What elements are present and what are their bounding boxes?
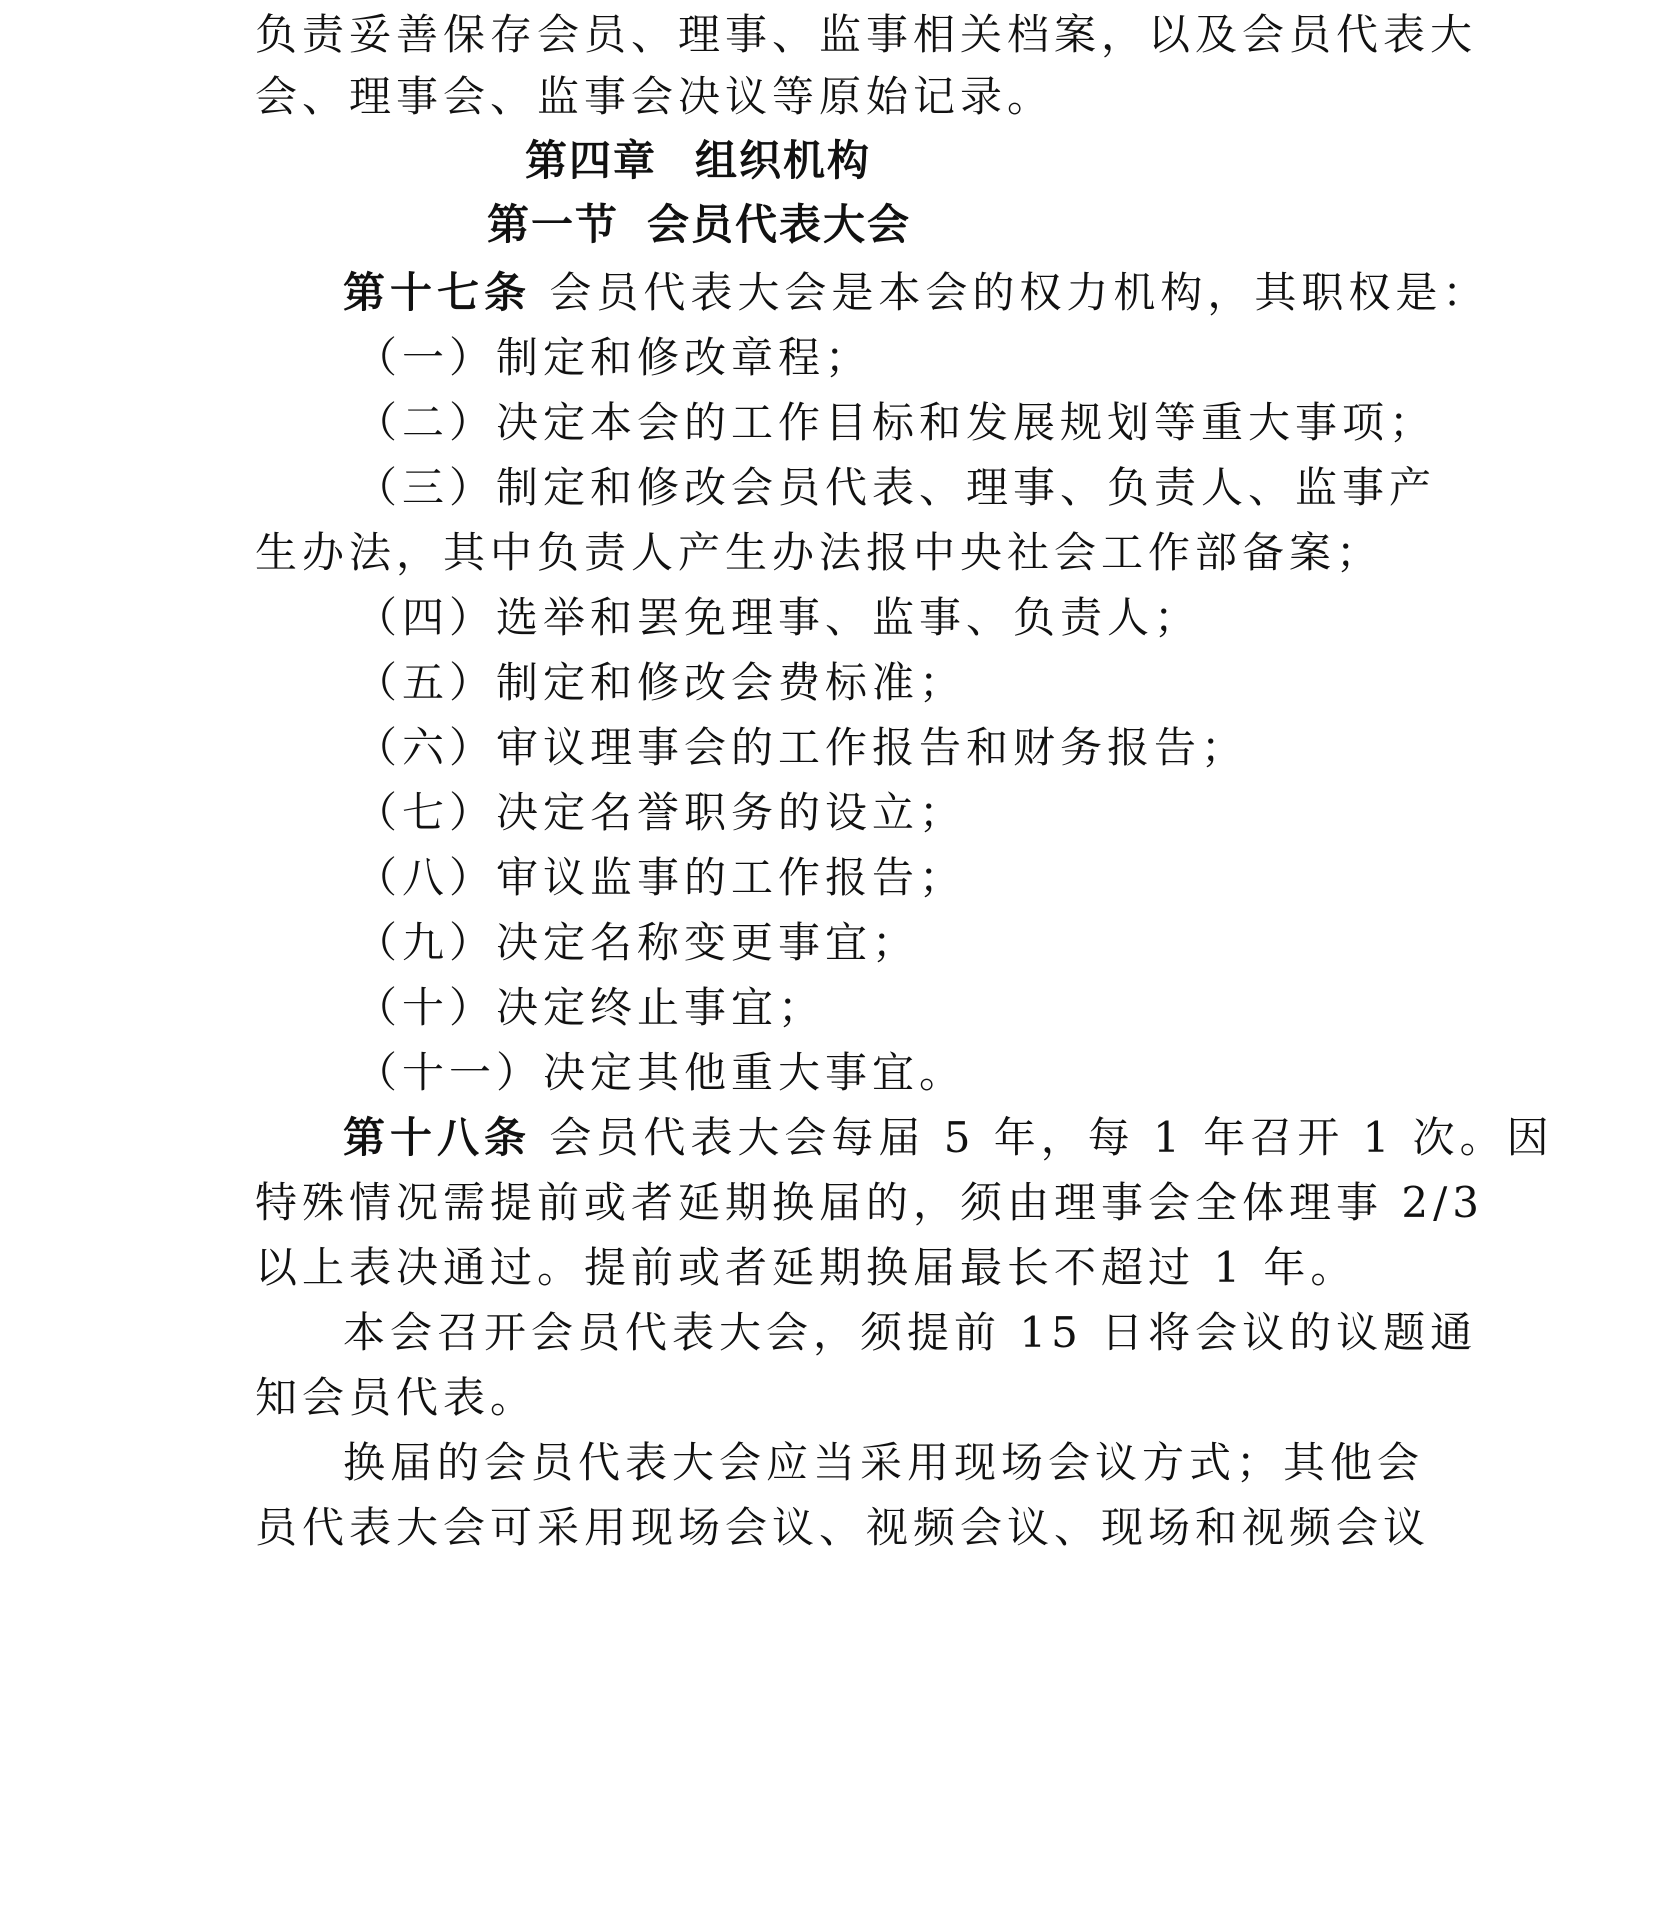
article-17-item-5: （五）制定和修改会费标准； [355,658,967,707]
article-17-item-4: （四）选举和罢免理事、监事、负责人； [355,593,1202,642]
article-17-item-1: （一）制定和修改章程； [355,333,873,382]
article-17-item-10: （十）决定终止事宜； [355,983,826,1032]
article-17-paragraph [343,268,1489,318]
article-17-item-9: （九）决定名称变更事宜； [355,918,920,967]
section-number: 第一节 [487,200,620,249]
article-17-item-3: （三）制定和修改会员代表、理事、负责人、监事产 [355,463,1437,512]
intro-line-1: 负责妥善保存会员、理事、监事相关档案，以及会员代表大 [255,10,1478,59]
section-title: 会员代表大会 [647,200,912,249]
article-18-text-2: 特殊情况需提前或者延期换届的，须由理事会全体理事 2/3 [255,1178,1484,1227]
article-17-item-7: （七）决定名誉职务的设立； [355,788,967,837]
article-17-item-2: （二）决定本会的工作目标和发展规划等重大事项； [355,398,1437,447]
chapter-number: 第四章 [525,136,658,185]
article-18-text-1: 会员代表大会每届 5 年，每 1 年召开 1 次。因 [549,1113,1554,1162]
article-17-label: 第十七条 [343,268,532,317]
article-18-para3-line-1: 换届的会员代表大会应当采用现场会议方式；其他会 [343,1438,1425,1487]
article-17-item-11: （十一）决定其他重大事宜。 [355,1048,967,1097]
chapter-title: 组织机构 [695,136,872,185]
article-18-text-3: 以上表决通过。提前或者延期换届最长不超过 1 年。 [255,1243,1358,1292]
article-18-para2-line-2: 知会员代表。 [255,1373,538,1422]
article-18-paragraph [343,1113,1554,1163]
intro-line-2: 会、理事会、监事会决议等原始记录。 [255,72,1055,121]
chapter-heading [525,134,871,188]
article-17-item-8: （八）审议监事的工作报告； [355,853,967,902]
article-17-item-6: （六）审议理事会的工作报告和财务报告； [355,723,1249,772]
article-18-para2-line-1: 本会召开会员代表大会，须提前 15 日将会议的议题通 [343,1308,1478,1357]
article-17-item-3-continued: 生办法，其中负责人产生办法报中央社会工作部备案； [255,528,1384,577]
section-heading [487,198,911,252]
article-18-label: 第十八条 [343,1113,532,1162]
article-18-para3-line-2: 员代表大会可采用现场会议、视频会议、现场和视频会议 [255,1503,1431,1552]
article-17-text: 会员代表大会是本会的权力机构，其职权是： [549,268,1490,317]
